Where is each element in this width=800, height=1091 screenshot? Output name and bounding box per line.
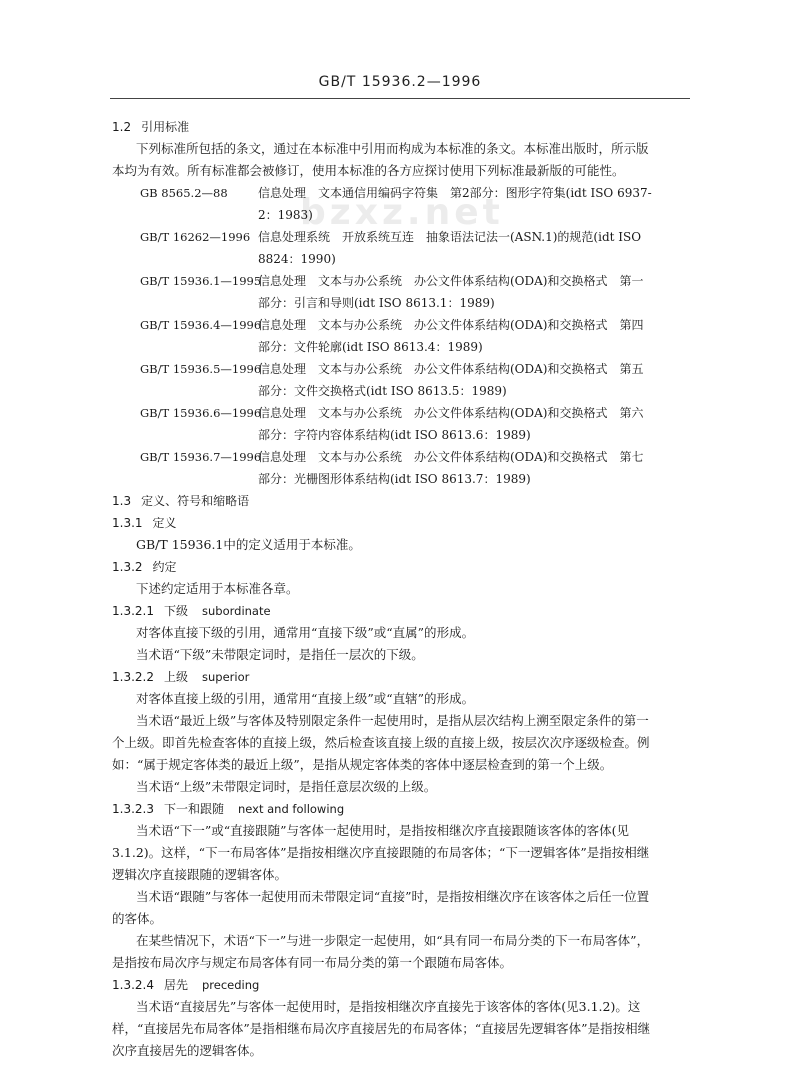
section-number: 1.3.2.1 (112, 604, 154, 618)
paragraph: GB/T 15936.1中的定义适用于本标准。 (136, 537, 361, 552)
section-heading (112, 490, 652, 512)
paragraph: 当术语“上级”未带限定词时，是指任意层次级的上级。 (136, 779, 437, 794)
section-title: 上级 (163, 670, 188, 684)
section-number: 1.3.2 (112, 560, 143, 574)
reference-title: 信息处理 文本与办公系统 办公文件体系结构(ODA)和交换格式 第五部分：文件交换格式(idt ISO 8613.5：1989) (258, 362, 644, 398)
section-heading (112, 116, 652, 138)
paragraph: 当术语“下级”未带限定词时，是指任一层次的下级。 (136, 647, 424, 662)
paragraph: 对客体直接上级的引用，通常用“直接上级”或“直辖”的形成。 (136, 691, 475, 706)
section-heading (112, 600, 652, 622)
watermark: bzxz.net (300, 192, 504, 233)
reference-code: GB/T 15936.1—1995 (140, 274, 262, 288)
reference-item (112, 226, 652, 270)
term-english: subordinate (202, 604, 271, 618)
section-heading (112, 974, 652, 996)
document-body (112, 116, 652, 1062)
section-number: 1.3 (112, 494, 132, 508)
header-rule (110, 98, 690, 99)
section-title: 下一和跟随 (163, 802, 224, 816)
section-title: 定义、符号和缩略语 (141, 494, 250, 508)
term-english: superior (202, 670, 250, 684)
section-title: 引用标准 (141, 120, 190, 134)
reference-code: GB 8565.2—88 (140, 186, 228, 200)
paragraph: 下列标准所包括的条文，通过在本标准中引用而构成为本标准的条文。本标准出版时，所示版本均为有效。所有标准都会被修订，使用本标准的各方应探讨使用下列标准最新版的可能性。 (112, 141, 649, 178)
section-number: 1.3.1 (112, 516, 143, 530)
paragraph: 下述约定适用于本标准各章。 (136, 581, 299, 596)
reference-item (112, 358, 652, 402)
term-english: preceding (202, 978, 260, 992)
reference-item (112, 182, 652, 226)
reference-code: GB/T 15936.5—1996 (140, 362, 262, 376)
reference-title: 信息处理 文本与办公系统 办公文件体系结构(ODA)和交换格式 第四部分：文件轮廓(idt ISO 8613.4：1989) (258, 318, 644, 354)
paragraph: 在某些情况下，术语“下一”与进一步限定一起使用，如“具有同一布局分类的下一布局客体”，是指按布局次序与规定布局客体有同一布局分类的第一个跟随布局客体。 (112, 933, 650, 970)
reference-code: GB/T 16262—1996 (140, 230, 251, 244)
reference-title: 信息处理系统 开放系统互连 抽象语法记法一(ASN.1)的规范(idt ISO 8824：1990) (258, 230, 642, 266)
section-number: 1.3.2.2 (112, 670, 154, 684)
section-title: 约定 (152, 560, 177, 574)
paragraph: 当术语“下一”或“直接跟随”与客体一起使用时，是指按相继次序直接跟随该客体的客体(见3.1.2)。这样，“下一布局客体”是指按相继次序直接跟随的布局客体；“下一逻辑客体”是指按相继逻辑次序直接跟随的逻辑客体。 (112, 823, 650, 882)
section-heading (112, 556, 652, 578)
reference-title: 信息处理 文本与办公系统 办公文件体系结构(ODA)和交换格式 第一部分：引言和导则(idt ISO 8613.1：1989) (258, 274, 644, 310)
paragraph: 对客体直接下级的引用，通常用“直接下级”或“直属”的形成。 (136, 625, 475, 640)
reference-item (112, 270, 652, 314)
paragraph: 当术语“直接居先”与客体一起使用时，是指按相继次序直接先于该客体的客体(见3.1.2)。这样，“直接居先布局客体”是指相继布局次序直接居先的布局客体；“直接居先逻辑客体”是指按相继次序直接居先的逻辑客体。 (112, 999, 651, 1058)
section-number: 1.3.2.4 (112, 978, 154, 992)
reference-code: GB/T 15936.4—1996 (140, 318, 262, 332)
reference-title: 信息处理 文本与办公系统 办公文件体系结构(ODA)和交换格式 第六部分：字符内容体系结构(idt ISO 8613.6：1989) (258, 406, 644, 442)
reference-title: 信息处理 文本与办公系统 办公文件体系结构(ODA)和交换格式 第七部分：光栅图形体系结构(idt ISO 8613.7：1989) (258, 450, 644, 486)
reference-title: 信息处理 文本通信用编码字符集 第2部分：图形字符集(idt ISO 6937-2：1983) (258, 186, 652, 222)
section-title: 定义 (152, 516, 177, 530)
reference-item (112, 314, 652, 358)
reference-item (112, 446, 652, 490)
reference-code: GB/T 15936.6—1996 (140, 406, 262, 420)
section-title: 下级 (163, 604, 188, 618)
reference-item (112, 402, 652, 446)
reference-code: GB/T 15936.7—1996 (140, 450, 262, 464)
section-title: 居先 (163, 978, 188, 992)
section-heading (112, 666, 652, 688)
section-number: 1.2 (112, 120, 132, 134)
page-header: GB/T 15936.2—1996 (318, 74, 482, 90)
paragraph: 当术语“最近上级”与客体及特别限定条件一起使用时，是指从层次结构上溯至限定条件的第一个上级。即首先检查客体的直接上级，然后检查该直接上级的直接上级，按层次次序逐级检查。例如：“属于规定客体类的最近上级”，是指从规定客体类的客体中逐层检查到的第一个上级。 (112, 713, 650, 772)
term-english: next and following (238, 802, 345, 816)
section-heading (112, 798, 652, 820)
section-heading (112, 512, 652, 534)
section-number: 1.3.2.3 (112, 802, 154, 816)
paragraph: 当术语“跟随”与客体一起使用而未带限定词“直接”时，是指按相继次序在该客体之后任一位置的客体。 (112, 889, 650, 926)
